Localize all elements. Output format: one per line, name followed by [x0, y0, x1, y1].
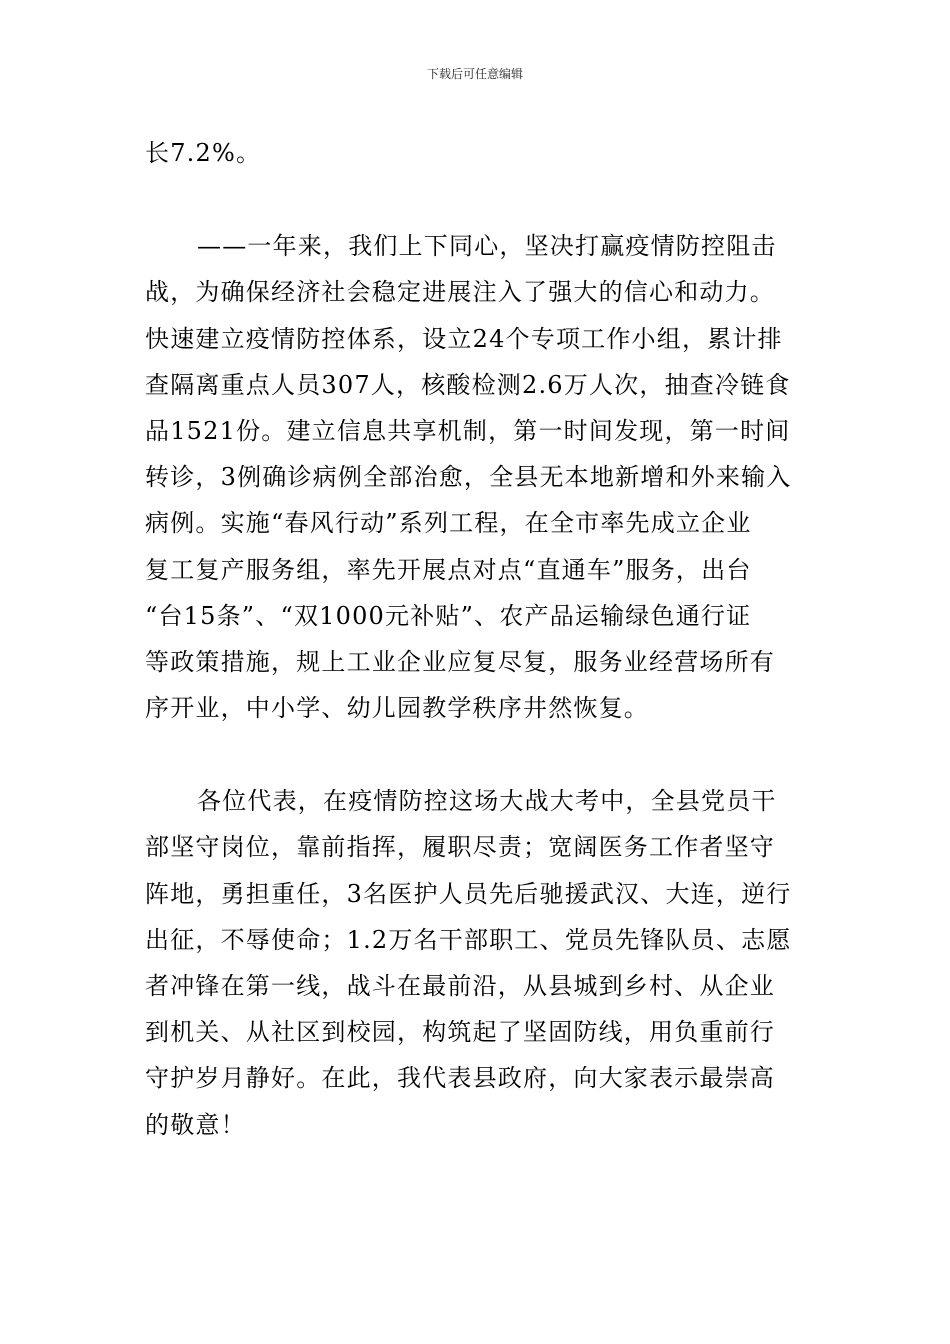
paragraph-line: 等政策措施，规上工业企业应复尽复，服务业经营场所有	[145, 647, 775, 676]
paragraph-line: 的敬意！	[145, 1110, 246, 1139]
paragraph-line: 到机关、从社区到校园，构筑起了坚固防线，用负重前行	[145, 1018, 775, 1047]
paragraph-line: ——一年来，我们上下同心，坚决打赢疫情防控阻击	[197, 232, 777, 261]
paragraph-1	[145, 130, 811, 176]
paragraph-line: 病例。实施“春风行动”系列工程，在全市率先成立企业	[145, 509, 752, 538]
paragraph-line: 战，为确保经济社会稳定进展注入了强大的信心和动力。	[145, 278, 775, 307]
paragraph-line: 守护岁月静好。在此，我代表县政府，向大家表示最崇高	[145, 1064, 775, 1093]
paragraph-line: “台15条”、“双1000元补贴”、农产品运输绿色通行证	[145, 601, 752, 630]
paragraph-line: 序开业，中小学、幼儿园教学秩序井然恢复。	[145, 694, 649, 723]
paragraph-line: 出征，不辱使命；1.2万名干部职工、党员先锋队员、志愿	[145, 925, 792, 954]
paragraph-line: 转诊，3例确诊病例全部治愈，全县无本地新增和外来输入	[145, 463, 792, 492]
paragraph-line: 品1521份。建立信息共享机制，第一时间发现，第一时间	[145, 416, 791, 445]
paragraph-line: 复工复产服务组，率先开展点对点“直通车”服务，出台	[145, 555, 752, 584]
paragraph-2	[145, 223, 811, 731]
paragraph-spacer	[145, 731, 811, 778]
page-header: 下载后可任意编辑	[426, 67, 523, 81]
paragraph-spacer	[145, 176, 811, 223]
paragraph-line: 者冲锋在第一线，战斗在最前沿，从县城到乡村、从企业	[145, 972, 775, 1000]
paragraph-line: 查隔离重点人员307人，核酸检测2.6万人次，抽查冷链食	[145, 370, 791, 399]
paragraph-line: 快速建立疫情防控体系，设立24个专项工作小组，累计排	[145, 324, 783, 353]
paragraph-3	[145, 778, 811, 1148]
document-body	[145, 130, 811, 1148]
paragraph-line: 长7.2%。	[145, 139, 262, 167]
paragraph-line: 阵地，勇担重任，3名医护人员先后驰援武汉、大连，逆行	[145, 879, 792, 908]
paragraph-line: 各位代表，在疫情防控这场大战大考中，全县党员干	[197, 787, 777, 816]
paragraph-line: 部坚守岗位，靠前指挥，履职尽责；宽阔医务工作者坚守	[145, 833, 775, 862]
